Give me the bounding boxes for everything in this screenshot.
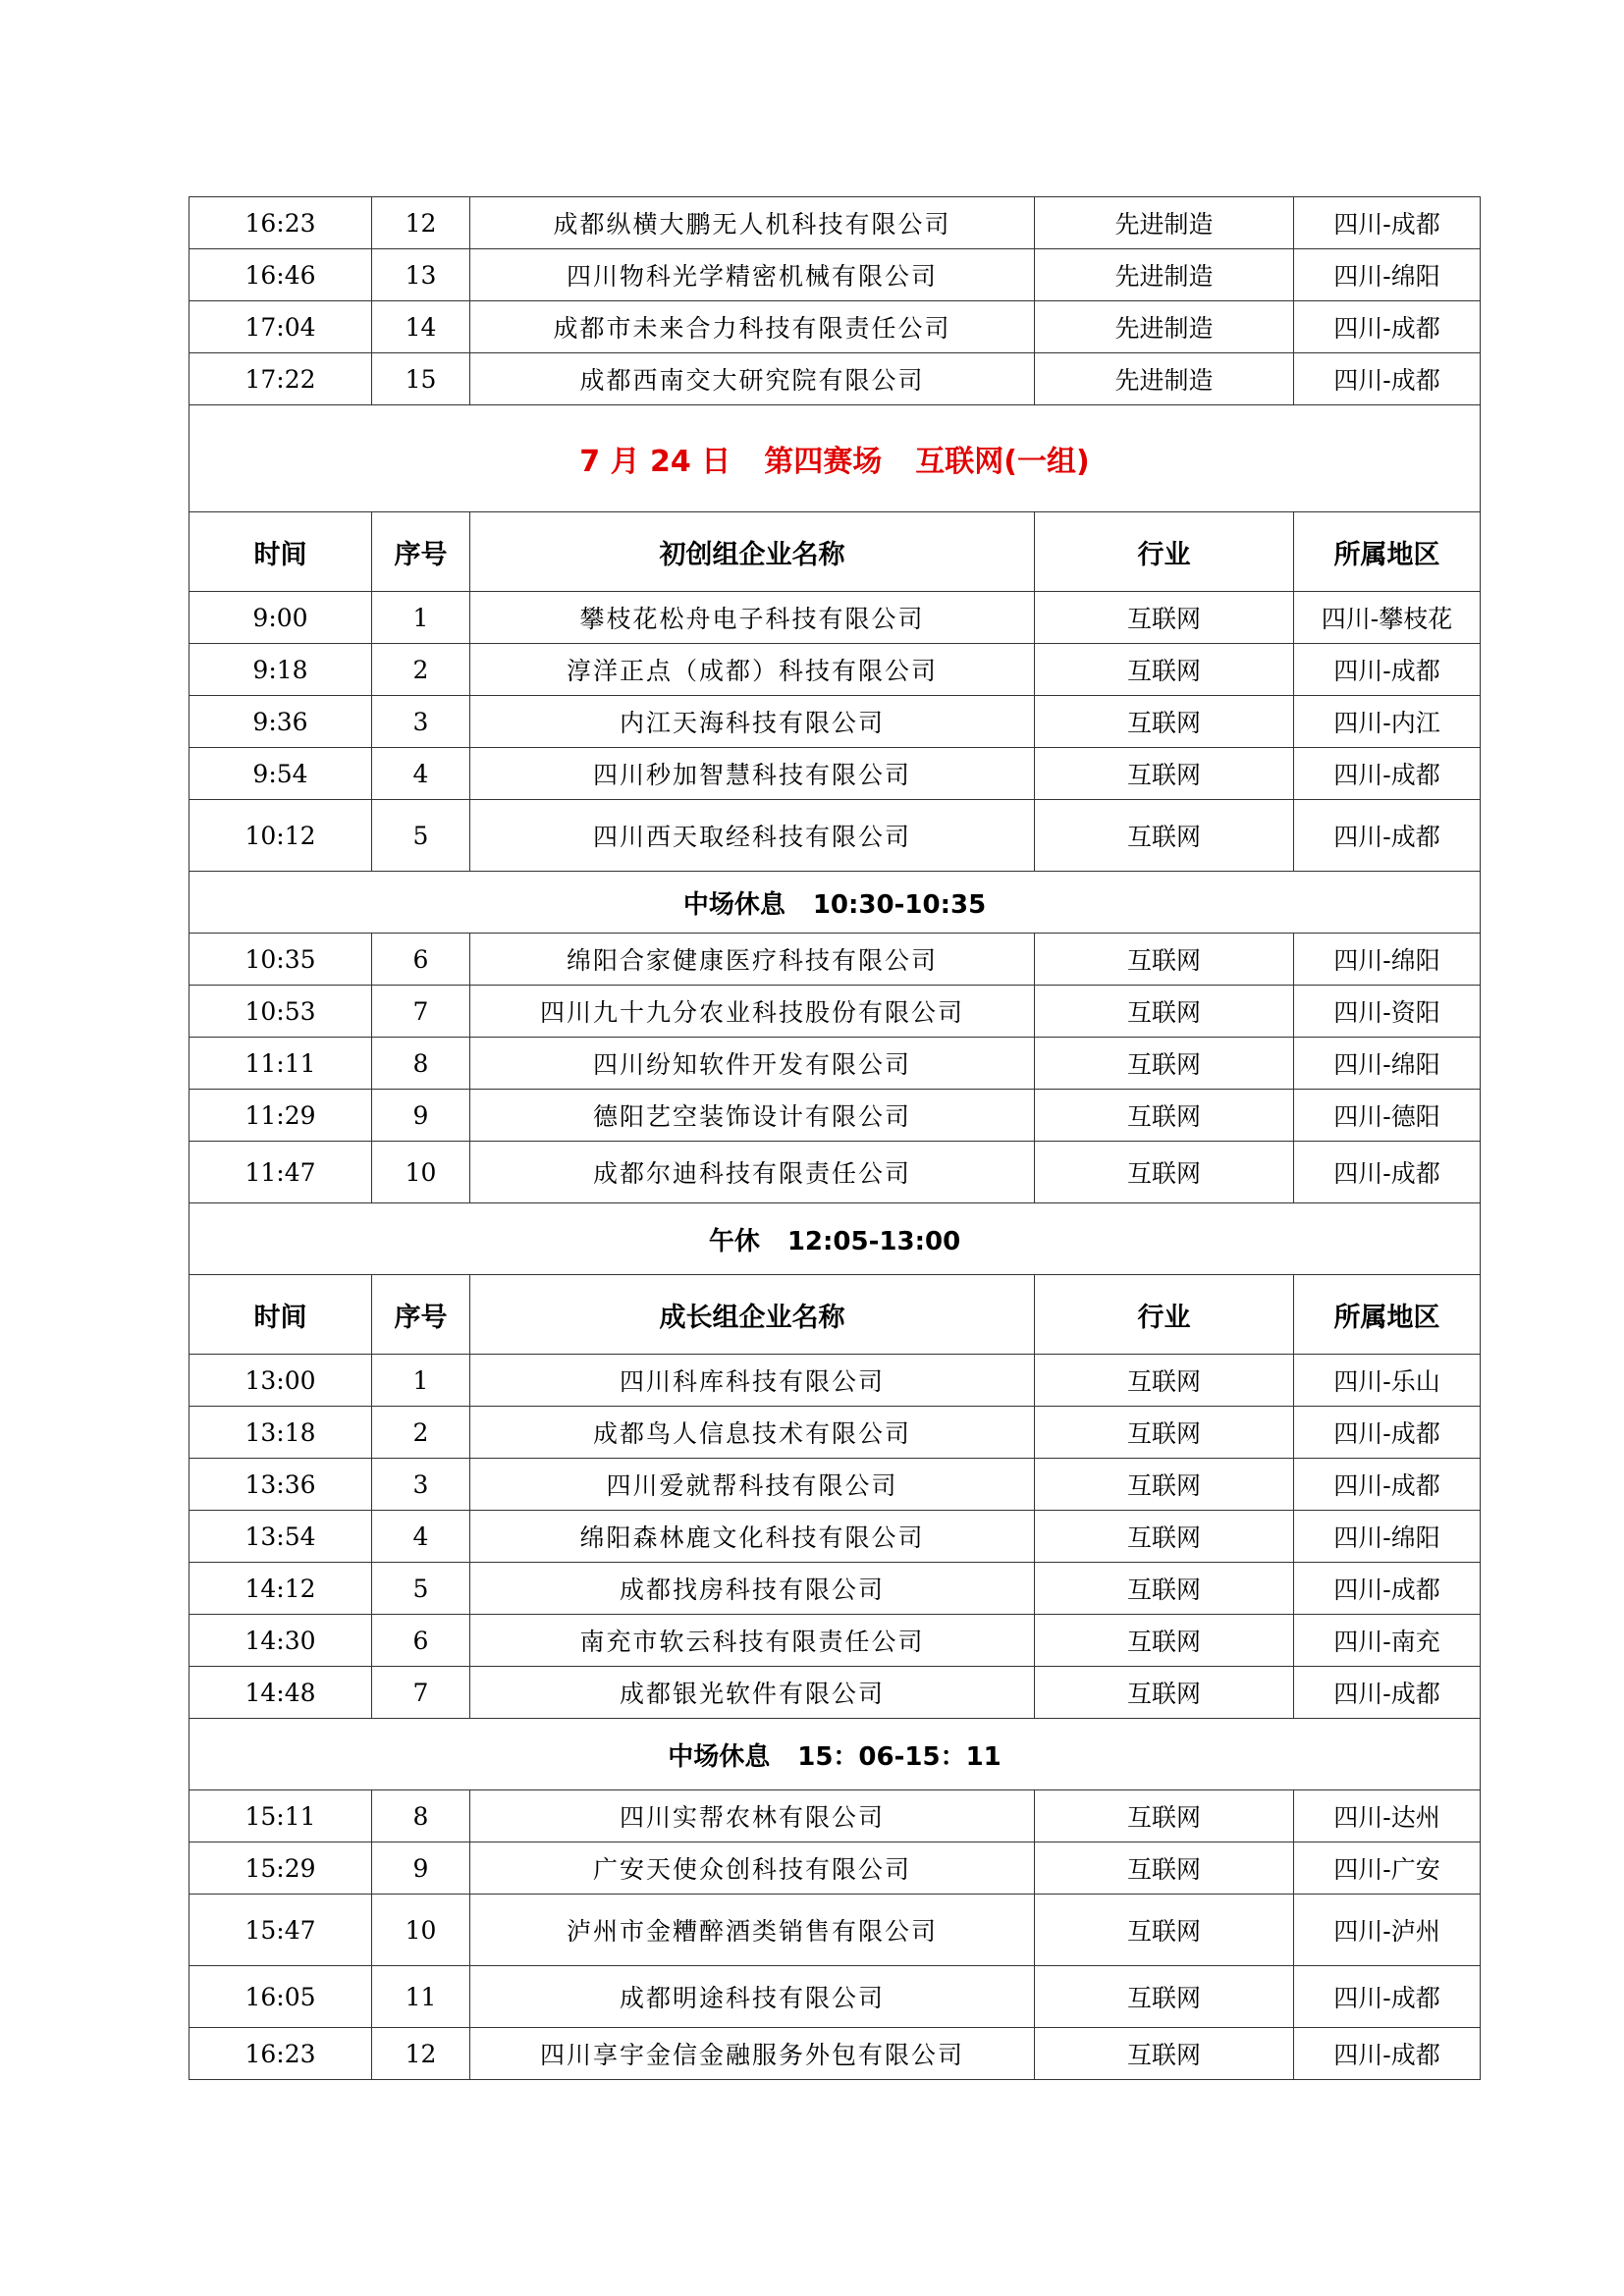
time-cell: 16:46 [189,249,372,301]
company-cell: 南充市软云科技有限责任公司 [470,1615,1035,1667]
industry-cell: 互联网 [1035,1895,1294,1966]
industry-cell: 互联网 [1035,1667,1294,1719]
break-time: 15：06-15：11 [797,1741,1001,1772]
seq-cell: 4 [372,1511,470,1563]
table-row [189,1459,1481,1511]
time-cell: 9:00 [189,592,372,644]
industry-cell: 先进制造 [1035,353,1294,405]
seq-cell: 2 [372,1407,470,1459]
seq-cell: 1 [372,592,470,644]
time-cell: 16:23 [189,2028,372,2080]
industry-cell: 互联网 [1035,1563,1294,1615]
industry-cell: 互联网 [1035,1790,1294,1842]
table-row [189,934,1481,986]
seq-cell: 9 [372,1842,470,1895]
seq-cell: 2 [372,644,470,696]
table-row [189,800,1481,872]
seq-cell: 10 [372,1895,470,1966]
header-industry: 行业 [1035,1275,1294,1355]
table-row [189,1142,1481,1203]
break-cell [189,872,1481,934]
section-venue: 第四赛场 [764,445,883,479]
time-cell: 9:36 [189,696,372,748]
table-row [189,592,1481,644]
time-cell: 11:11 [189,1038,372,1090]
industry-cell: 互联网 [1035,592,1294,644]
header-industry: 行业 [1035,512,1294,592]
company-cell: 四川秒加智慧科技有限公司 [470,748,1035,800]
growth-header-row [189,1275,1481,1355]
company-cell: 淳洋正点（成都）科技有限公司 [470,644,1035,696]
region-cell: 四川-成都 [1294,2028,1481,2080]
company-cell: 成都纵横大鹏无人机科技有限公司 [470,197,1035,249]
table-row [189,1966,1481,2028]
region-cell: 四川-南充 [1294,1615,1481,1667]
region-cell: 四川-乐山 [1294,1355,1481,1407]
region-cell: 四川-成都 [1294,1142,1481,1203]
time-cell: 11:29 [189,1090,372,1142]
company-cell: 四川纷知软件开发有限公司 [470,1038,1035,1090]
header-seq: 序号 [372,512,470,592]
company-cell: 广安天使众创科技有限公司 [470,1842,1035,1895]
table-row [189,986,1481,1038]
company-cell: 成都明途科技有限公司 [470,1966,1035,2028]
table-row [189,1511,1481,1563]
section-track: 互联网(一组) [915,445,1090,479]
break-cell [189,1719,1481,1790]
table-row [189,1355,1481,1407]
table-row [189,748,1481,800]
seq-cell: 13 [372,249,470,301]
header-seq: 序号 [372,1275,470,1355]
lunch-label: 午休 [708,1226,760,1256]
header-company: 成长组企业名称 [470,1275,1035,1355]
time-cell: 15:11 [189,1790,372,1842]
industry-cell: 互联网 [1035,1966,1294,2028]
lunch-row [189,1203,1481,1275]
company-cell: 成都市未来合力科技有限责任公司 [470,301,1035,353]
table-row [189,1615,1481,1667]
header-region: 所属地区 [1294,512,1481,592]
time-cell: 17:04 [189,301,372,353]
seq-cell: 6 [372,1615,470,1667]
industry-cell: 互联网 [1035,696,1294,748]
seq-cell: 5 [372,800,470,872]
industry-cell: 互联网 [1035,1511,1294,1563]
time-cell: 17:22 [189,353,372,405]
region-cell: 四川-成都 [1294,197,1481,249]
seq-cell: 5 [372,1563,470,1615]
industry-cell: 互联网 [1035,934,1294,986]
time-cell: 13:54 [189,1511,372,1563]
company-cell: 四川享宇金信金融服务外包有限公司 [470,2028,1035,2080]
seq-cell: 7 [372,1667,470,1719]
company-cell: 四川西天取经科技有限公司 [470,800,1035,872]
seq-cell: 12 [372,197,470,249]
region-cell: 四川-绵阳 [1294,249,1481,301]
company-cell: 内江天海科技有限公司 [470,696,1035,748]
time-cell: 16:23 [189,197,372,249]
table-row [189,353,1481,405]
table-row [189,1842,1481,1895]
time-cell: 14:48 [189,1667,372,1719]
table-row [189,197,1481,249]
table-row [189,249,1481,301]
schedule-table [189,196,1481,2080]
table-row [189,1038,1481,1090]
region-cell: 四川-成都 [1294,301,1481,353]
break-row [189,872,1481,934]
lunch-time: 12:05-13:00 [786,1226,961,1256]
time-cell: 15:47 [189,1895,372,1966]
region-cell: 四川-成都 [1294,644,1481,696]
time-cell: 13:18 [189,1407,372,1459]
industry-cell: 互联网 [1035,2028,1294,2080]
region-cell: 四川-绵阳 [1294,1038,1481,1090]
region-cell: 四川-成都 [1294,1563,1481,1615]
seq-cell: 15 [372,353,470,405]
table-row [189,1563,1481,1615]
region-cell: 四川-资阳 [1294,986,1481,1038]
company-cell: 攀枝花松舟电子科技有限公司 [470,592,1035,644]
startup-header-row [189,512,1481,592]
time-cell: 9:54 [189,748,372,800]
seq-cell: 3 [372,696,470,748]
table-row [189,1790,1481,1842]
industry-cell: 互联网 [1035,1459,1294,1511]
industry-cell: 互联网 [1035,1142,1294,1203]
table-row [189,301,1481,353]
region-cell: 四川-成都 [1294,800,1481,872]
time-cell: 9:18 [189,644,372,696]
region-cell: 四川-绵阳 [1294,1511,1481,1563]
time-cell: 10:53 [189,986,372,1038]
industry-cell: 先进制造 [1035,249,1294,301]
region-cell: 四川-内江 [1294,696,1481,748]
table-row [189,1407,1481,1459]
time-cell: 14:12 [189,1563,372,1615]
company-cell: 泸州市金糟醉酒类销售有限公司 [470,1895,1035,1966]
company-cell: 成都银光软件有限公司 [470,1667,1035,1719]
break-label: 中场休息 [668,1741,771,1772]
region-cell: 四川-泸州 [1294,1895,1481,1966]
table-row [189,696,1481,748]
table-row [189,1895,1481,1966]
region-cell: 四川-成都 [1294,1667,1481,1719]
seq-cell: 12 [372,2028,470,2080]
industry-cell: 先进制造 [1035,197,1294,249]
company-cell: 绵阳合家健康医疗科技有限公司 [470,934,1035,986]
time-cell: 13:00 [189,1355,372,1407]
time-cell: 14:30 [189,1615,372,1667]
region-cell: 四川-成都 [1294,748,1481,800]
seq-cell: 10 [372,1142,470,1203]
industry-cell: 互联网 [1035,1355,1294,1407]
industry-cell: 互联网 [1035,644,1294,696]
time-cell: 13:36 [189,1459,372,1511]
time-cell: 10:35 [189,934,372,986]
region-cell: 四川-成都 [1294,1459,1481,1511]
region-cell: 四川-绵阳 [1294,934,1481,986]
lunch-cell [189,1203,1481,1275]
seq-cell: 11 [372,1966,470,2028]
industry-cell: 先进制造 [1035,301,1294,353]
seq-cell: 3 [372,1459,470,1511]
region-cell: 四川-达州 [1294,1790,1481,1842]
company-cell: 绵阳森林鹿文化科技有限公司 [470,1511,1035,1563]
seq-cell: 9 [372,1090,470,1142]
time-cell: 16:05 [189,1966,372,2028]
time-cell: 11:47 [189,1142,372,1203]
company-cell: 四川物科光学精密机械有限公司 [470,249,1035,301]
seq-cell: 8 [372,1790,470,1842]
company-cell: 成都鸟人信息技术有限公司 [470,1407,1035,1459]
company-cell: 四川实帮农林有限公司 [470,1790,1035,1842]
header-time: 时间 [189,512,372,592]
table-row [189,644,1481,696]
company-cell: 成都尔迪科技有限责任公司 [470,1142,1035,1203]
industry-cell: 互联网 [1035,748,1294,800]
industry-cell: 互联网 [1035,1842,1294,1895]
seq-cell: 7 [372,986,470,1038]
header-time: 时间 [189,1275,372,1355]
industry-cell: 互联网 [1035,1090,1294,1142]
header-company: 初创组企业名称 [470,512,1035,592]
time-cell: 15:29 [189,1842,372,1895]
industry-cell: 互联网 [1035,1615,1294,1667]
break-time: 10:30-10:35 [812,889,987,920]
seq-cell: 1 [372,1355,470,1407]
company-cell: 四川科库科技有限公司 [470,1355,1035,1407]
seq-cell: 8 [372,1038,470,1090]
section-date: 7 月 24 日 [579,445,731,479]
break-row [189,1719,1481,1790]
industry-cell: 互联网 [1035,800,1294,872]
region-cell: 四川-广安 [1294,1842,1481,1895]
table-row [189,1090,1481,1142]
company-cell: 德阳艺空装饰设计有限公司 [470,1090,1035,1142]
header-region: 所属地区 [1294,1275,1481,1355]
region-cell: 四川-德阳 [1294,1090,1481,1142]
company-cell: 成都找房科技有限公司 [470,1563,1035,1615]
industry-cell: 互联网 [1035,1038,1294,1090]
region-cell: 四川-成都 [1294,353,1481,405]
table-row [189,2028,1481,2080]
seq-cell: 4 [372,748,470,800]
section-title-row [189,405,1481,512]
region-cell: 四川-成都 [1294,1966,1481,2028]
section-title [189,405,1481,512]
company-cell: 四川九十九分农业科技股份有限公司 [470,986,1035,1038]
time-cell: 10:12 [189,800,372,872]
break-label: 中场休息 [682,889,785,920]
seq-cell: 6 [372,934,470,986]
company-cell: 成都西南交大研究院有限公司 [470,353,1035,405]
industry-cell: 互联网 [1035,1407,1294,1459]
region-cell: 四川-成都 [1294,1407,1481,1459]
region-cell: 四川-攀枝花 [1294,592,1481,644]
table-row [189,1667,1481,1719]
company-cell: 四川爱就帮科技有限公司 [470,1459,1035,1511]
seq-cell: 14 [372,301,470,353]
industry-cell: 互联网 [1035,986,1294,1038]
